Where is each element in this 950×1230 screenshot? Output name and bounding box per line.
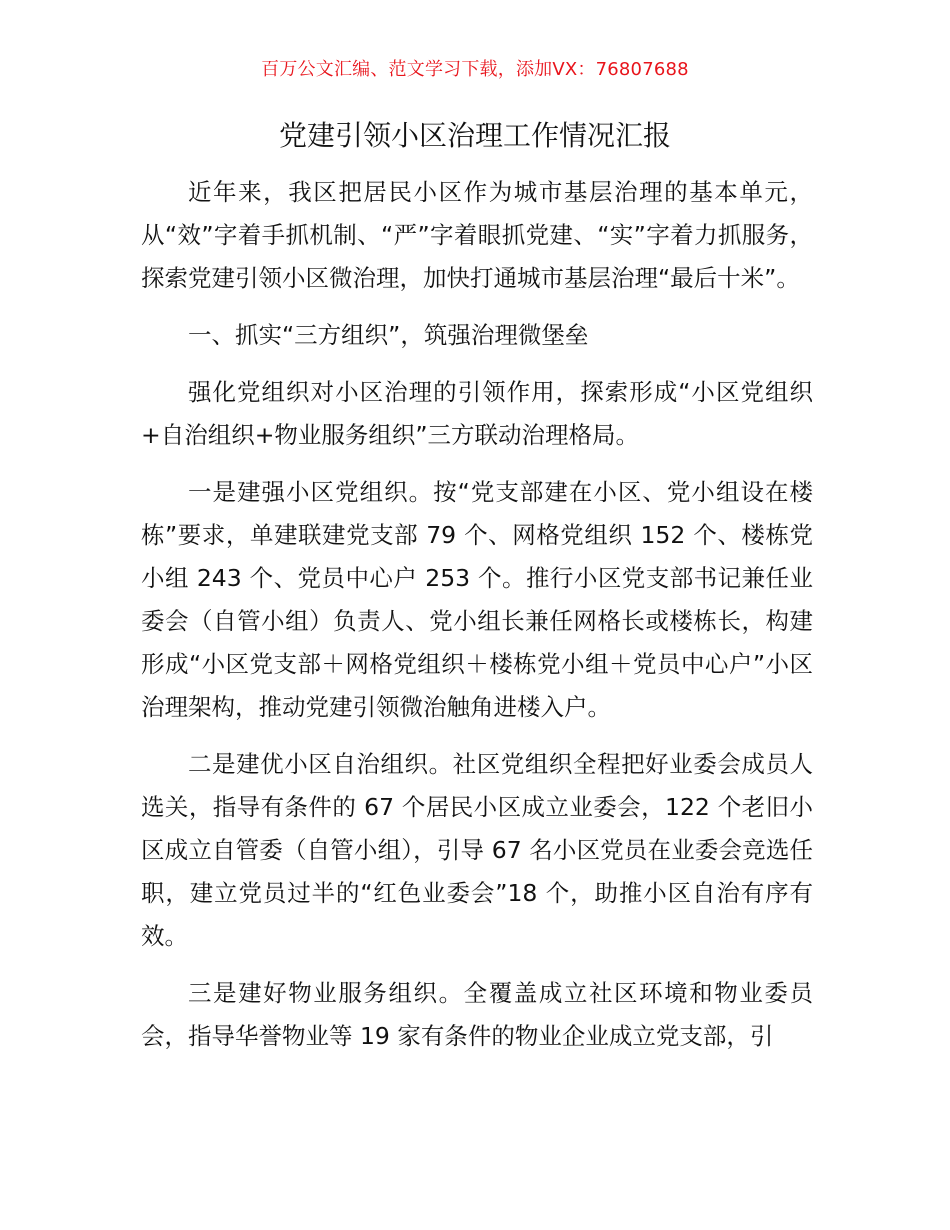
header-watermark-note: 百万公文汇编、范文学习下载，添加VX：76807688 <box>261 59 689 80</box>
section-heading-1: 一、抓实“三方组织”，筑强治理微堡垒 <box>188 321 589 349</box>
paragraph-point-1: 一是建强小区党组织。按“党支部建在小区、党小组设在楼栋”要求，单建联建党支部 79 个、网格党组织 152 个、楼栋党小组 243 个、党员中心户 253 个。推行小区党支部书记兼任业委会（自管小组）负责人、党小组长兼任网格长或楼栋长，构建形成“小区党支部＋网格党组织＋楼栋党小组＋党员中心户”小区治理架构，推动党建引领微治触角进楼入户。 <box>141 478 813 721</box>
paragraph-intro: 近年来，我区把居民小区作为城市基层治理的基本单元，从“效”字着手抓机制、“严”字着眼抓党建、“实”字着力抓服务，探索党建引领小区微治理，加快打通城市基层治理“最后十米”。 <box>141 178 813 292</box>
paragraph-section-summary: 强化党组织对小区治理的引领作用，探索形成“小区党组织+自治组织+物业服务组织”三方联动治理格局。 <box>141 378 813 449</box>
paragraph-point-3: 三是建好物业服务组织。全覆盖成立社区环境和物业委员会，指导华誉物业等 19 家有条件的物业企业成立党支部，引 <box>141 979 813 1050</box>
paragraph-point-2: 二是建优小区自治组织。社区党组织全程把好业委会成员人选关，指导有条件的 67 个居民小区成立业委会，122 个老旧小区成立自管委（自管小组），引导 67 名小区党员在业委会竞选任职，建立党员过半的“红色业委会”18 个，助推小区自治有序有效。 <box>141 750 813 950</box>
document-body <box>141 171 813 1072</box>
document-title: 党建引领小区治理工作情况汇报 <box>278 119 671 152</box>
